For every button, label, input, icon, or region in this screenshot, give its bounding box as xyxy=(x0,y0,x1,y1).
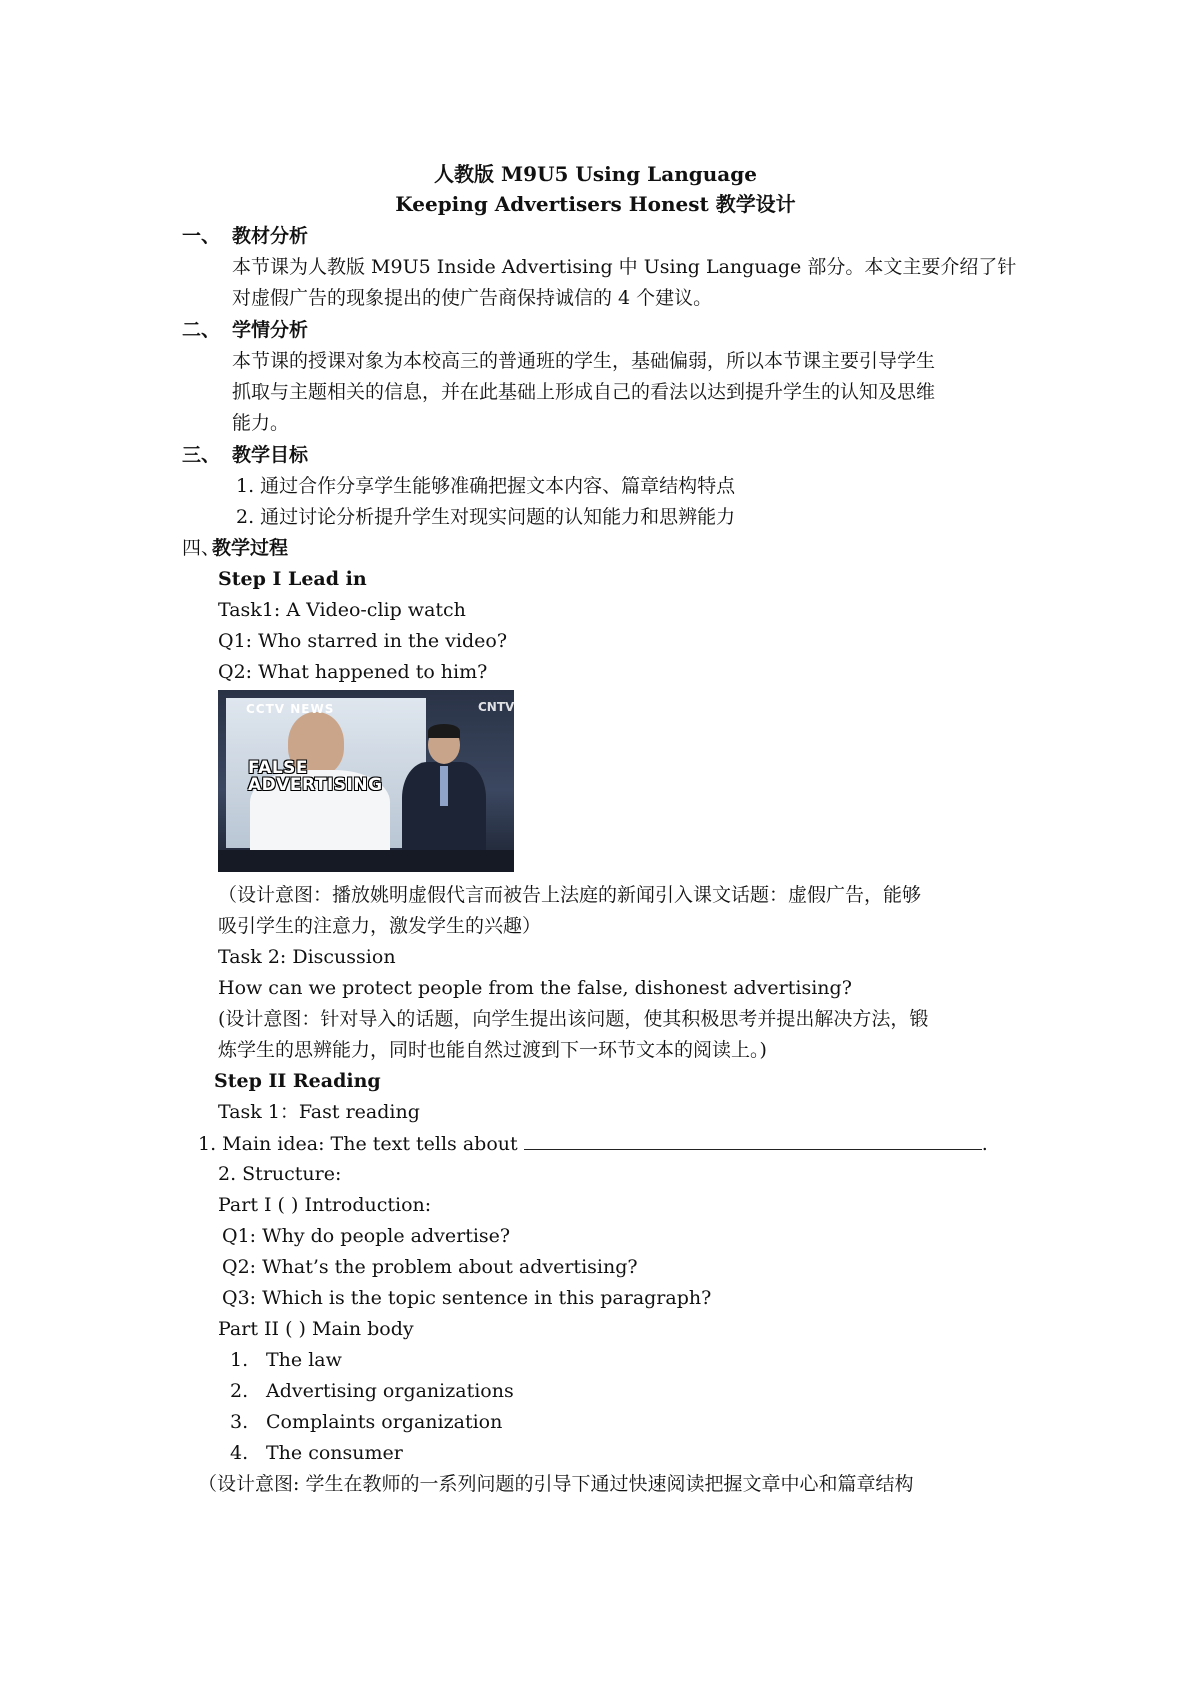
discussion-question: How can we protect people from the false, dishonest advertising? xyxy=(218,977,852,999)
section2-heading: 学情分析 xyxy=(232,319,309,341)
list-item: The consumer xyxy=(266,1442,403,1464)
section2-number: 二、 xyxy=(182,319,221,341)
section3-number: 三、 xyxy=(182,444,221,466)
cntv-logo: CNTV xyxy=(478,700,514,714)
goal-item: 2. 通过讨论分析提升学生对现实问题的认知能力和思辨能力 xyxy=(236,506,736,528)
part1-question: Q3: Which is the topic sentence in this paragraph? xyxy=(222,1287,712,1309)
section4-number: 四、 xyxy=(182,537,221,559)
list-item: The law xyxy=(266,1349,342,1371)
anchor-hair xyxy=(428,724,460,738)
section3-heading: 教学目标 xyxy=(232,444,309,466)
structure-label: 2. Structure: xyxy=(218,1163,342,1185)
main-idea-period: . xyxy=(981,1133,988,1155)
caption-line: FALSE xyxy=(248,758,309,778)
step1-heading: Step I Lead in xyxy=(218,568,367,590)
section2-para-line: 能力。 xyxy=(232,412,290,434)
step1-question: Q1: Who starred in the video? xyxy=(218,630,508,652)
cctv-logo: CCTV NEWS xyxy=(246,702,335,716)
section1-para-line: 对虚假广告的现象提出的使广告商保持诚信的 4 个建议。 xyxy=(232,287,713,309)
section1-number: 一、 xyxy=(182,225,221,247)
design-intent-line: (设计意图：针对导入的话题，向学生提出该问题，使其积极思考并提出解决方法，锻 xyxy=(218,1008,929,1030)
step2-task1: Task 1：Fast reading xyxy=(218,1101,420,1123)
step2-heading: Step II Reading xyxy=(214,1070,381,1092)
step1-question: Q2: What happened to him? xyxy=(218,661,488,683)
goal-item: 1. 通过合作分享学生能够准确把握文本内容、篇章结构特点 xyxy=(236,475,736,497)
list-item-number: 2. xyxy=(230,1380,249,1402)
part1-question: Q2: What’s the problem about advertising? xyxy=(222,1256,638,1278)
doc-title-line2: Keeping Advertisers Honest 教学设计 xyxy=(395,192,796,216)
step1-task2: Task 2: Discussion xyxy=(218,946,396,968)
section1-para-line: 本节课为人教版 M9U5 Inside Advertising 中 Using Language 部分。本文主要介绍了针 xyxy=(232,256,1017,278)
section1-heading: 教材分析 xyxy=(232,225,309,247)
list-item: Complaints organization xyxy=(266,1411,503,1433)
false-advertising-caption xyxy=(248,760,383,794)
list-item-number: 4. xyxy=(230,1442,249,1464)
design-intent-line: 炼学生的思辨能力，同时也能自然过渡到下一环节文本的阅读上。) xyxy=(218,1039,767,1061)
answer-blank[interactable] xyxy=(524,1131,982,1150)
design-intent-line: 吸引学生的注意力，激发学生的兴趣） xyxy=(218,915,542,937)
step1-task1: Task1: A Video-clip watch xyxy=(218,599,466,621)
section4-heading: 教学过程 xyxy=(212,537,289,559)
list-item: Advertising organizations xyxy=(266,1380,514,1402)
list-item-number: 1. xyxy=(230,1349,249,1371)
part1-question: Q1: Why do people advertise? xyxy=(222,1225,511,1247)
studio-floor xyxy=(218,850,514,872)
list-item-number: 3. xyxy=(230,1411,249,1433)
section2-para-line: 抓取与主题相关的信息，并在此基础上形成自己的看法以达到提升学生的认知及思维 xyxy=(232,381,936,403)
anchor-tie xyxy=(440,766,448,806)
doc-title-line1: 人教版 M9U5 Using Language xyxy=(434,162,757,186)
section2-para-line: 本节课的授课对象为本校高三的普通班的学生，基础偏弱，所以本节课主要引导学生 xyxy=(232,350,936,372)
news-video-still xyxy=(218,690,514,872)
part1-label: Part I ( ) Introduction: xyxy=(218,1194,432,1216)
caption-line: ADVERTISING xyxy=(248,775,383,795)
part2-label: Part II ( ) Main body xyxy=(218,1318,414,1340)
main-idea-prompt: 1. Main idea: The text tells about xyxy=(198,1133,518,1155)
design-intent-line: （设计意图: 学生在教师的一系列问题的引导下通过快速阅读把握文章中心和篇章结构 xyxy=(198,1473,914,1495)
design-intent-line: （设计意图：播放姚明虚假代言而被告上法庭的新闻引入课文话题：虚假广告，能够 xyxy=(218,884,922,906)
main-idea-line xyxy=(198,1131,988,1156)
